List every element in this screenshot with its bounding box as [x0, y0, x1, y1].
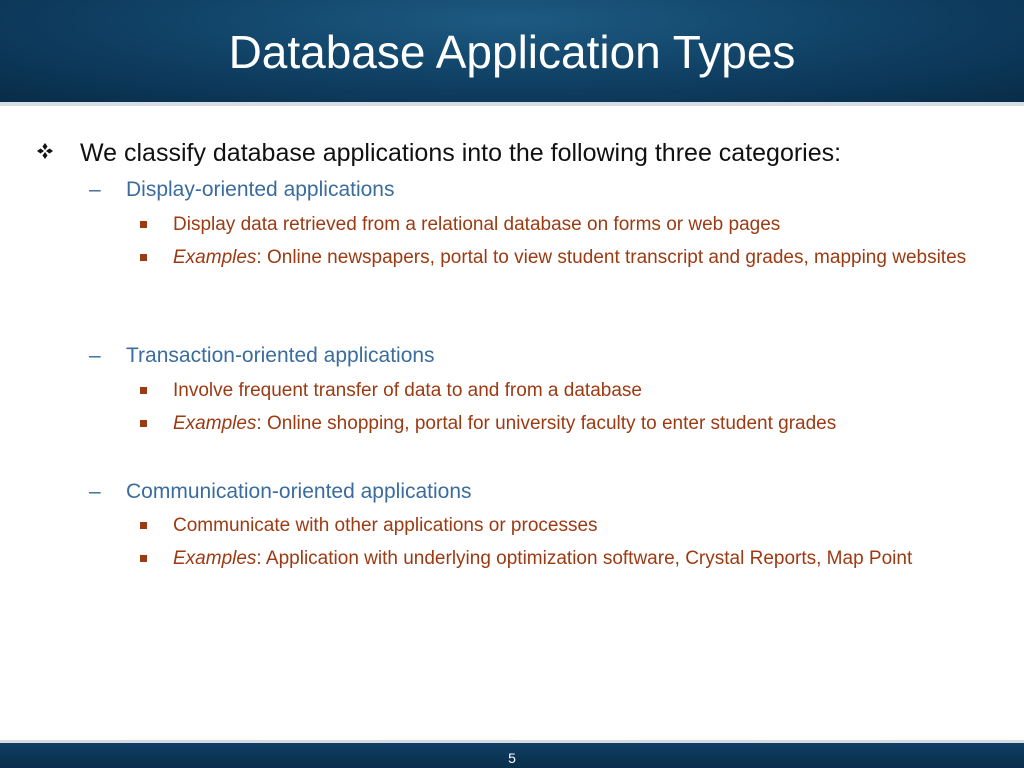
square-bullet-icon — [140, 420, 147, 427]
item-text: Display data retrieved from a relational database on forms or web pages — [173, 214, 781, 235]
item-text: : Application with underlying optimization software, Crystal Reports, Map Point — [256, 548, 913, 569]
category-item — [173, 211, 973, 238]
dash-bullet: – — [89, 480, 101, 503]
page-number: 5 — [508, 750, 516, 766]
square-bullet-icon — [140, 387, 147, 394]
dash-bullet: – — [89, 178, 101, 201]
dash-bullet: – — [89, 344, 101, 367]
item-text: Involve frequent transfer of data to and from a database — [173, 380, 642, 401]
category-item — [173, 244, 973, 271]
item-text: : Online shopping, portal for university faculty to enter student grades — [256, 413, 837, 434]
item-text: : Online newspapers, portal to view student transcript and grades, mapping websites — [256, 247, 967, 268]
item-prefix: Examples — [173, 548, 257, 569]
square-bullet-icon — [140, 555, 147, 562]
square-bullet-icon — [140, 221, 147, 228]
item-text: Communicate with other applications or processes — [173, 515, 598, 536]
square-bullet-icon — [140, 522, 147, 529]
intro-text: We classify database applications into the following three categories: — [80, 139, 842, 167]
category-heading-transaction: Transaction-oriented applications — [126, 344, 435, 367]
footer-bar — [0, 740, 1024, 768]
category-item — [173, 410, 973, 437]
item-prefix: Examples — [173, 413, 257, 434]
item-prefix: Examples — [173, 247, 257, 268]
category-item — [173, 377, 973, 404]
square-bullet-icon — [140, 254, 147, 261]
four-diamond-bullet-icon — [36, 142, 54, 160]
category-heading-communication: Communication-oriented applications — [126, 480, 472, 503]
category-item — [173, 512, 973, 539]
category-item — [173, 545, 973, 572]
slide-title: Database Application Types — [228, 26, 796, 78]
category-heading-display: Display-oriented applications — [126, 178, 395, 201]
